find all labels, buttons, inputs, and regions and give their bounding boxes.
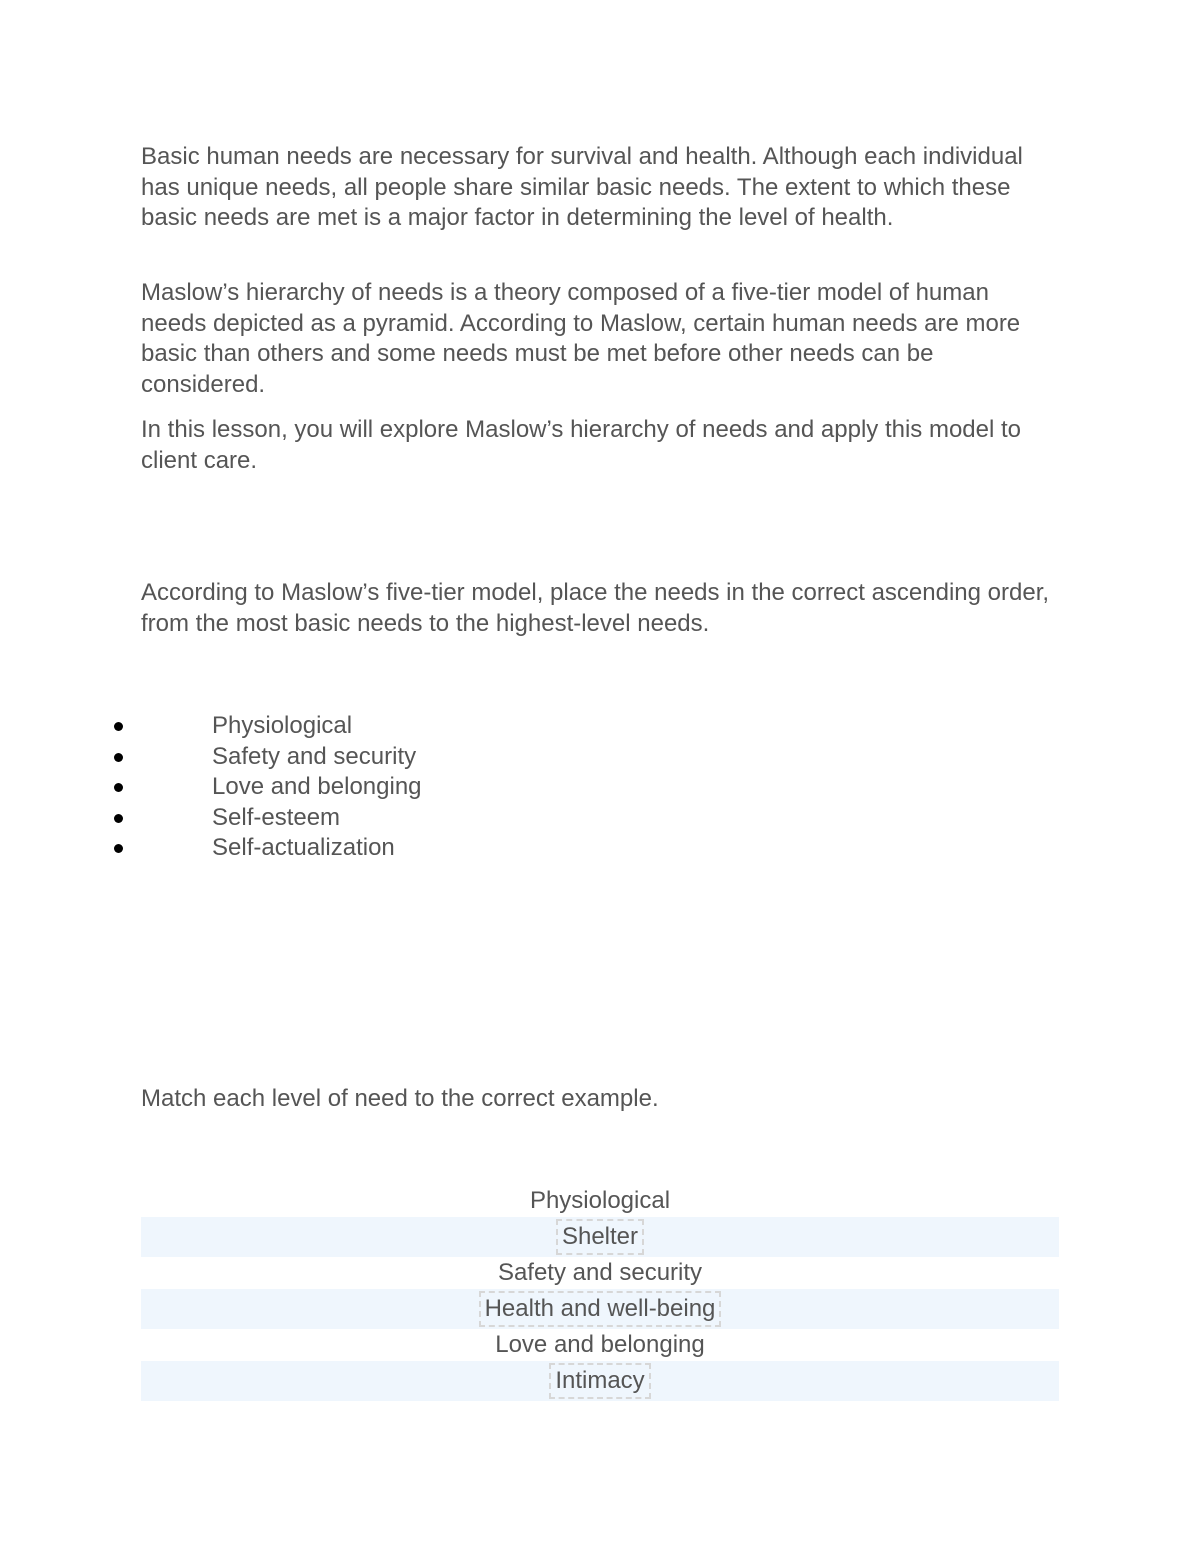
match-level-label: Love and belonging — [495, 1331, 705, 1358]
list-item-label: Safety and security — [212, 742, 417, 770]
list-item-label: Love and belonging — [212, 773, 422, 801]
match-answer-row — [141, 1361, 1059, 1401]
matching-question-prompt: Match each level of need to the correct example. — [141, 1085, 659, 1112]
intro-paragraph-3: In this lesson, you will explore Maslow’s hierarchy of needs and apply this model to client care. — [141, 416, 1022, 474]
match-answer-row — [141, 1289, 1059, 1329]
list-item-label: Self-esteem — [212, 803, 341, 831]
list-item-label: Physiological — [212, 712, 353, 739]
match-level-label: Safety and security — [497, 1259, 703, 1286]
match-answer-slot[interactable]: Intimacy — [549, 1363, 650, 1399]
match-level-label: Physiological — [529, 1187, 671, 1214]
bullet-dot-icon — [114, 753, 123, 762]
match-answer-row — [141, 1217, 1059, 1257]
bullet-dot-icon — [114, 783, 123, 792]
bullet-dot-icon — [114, 814, 123, 823]
matching-table — [141, 1185, 1059, 1401]
intro-paragraph-1: Basic human needs are necessary for survival and health. Although each individual has unique needs, all people share similar basic needs. The extent to which these basic needs are met is a major factor in determining the level of health. — [141, 143, 1023, 232]
match-answer-slot[interactable]: Shelter — [556, 1219, 644, 1255]
list-item-label: Self-actualization — [212, 834, 395, 862]
bullet-dot-icon — [114, 844, 123, 853]
bullet-dot-icon — [114, 722, 123, 731]
match-answer-slot[interactable]: Health and well-being — [479, 1291, 722, 1327]
intro-paragraph-2: Maslow’s hierarchy of needs is a theory composed of a five-tier model of human needs depicted as a pyramid. According to Maslow, certain human needs are more basic than others and some needs must be met before other needs can be considered. — [141, 279, 1021, 398]
ordering-question-prompt: According to Maslow’s five-tier model, place the needs in the correct ascending order, from the most basic needs to the highest-level needs. — [141, 579, 1050, 637]
